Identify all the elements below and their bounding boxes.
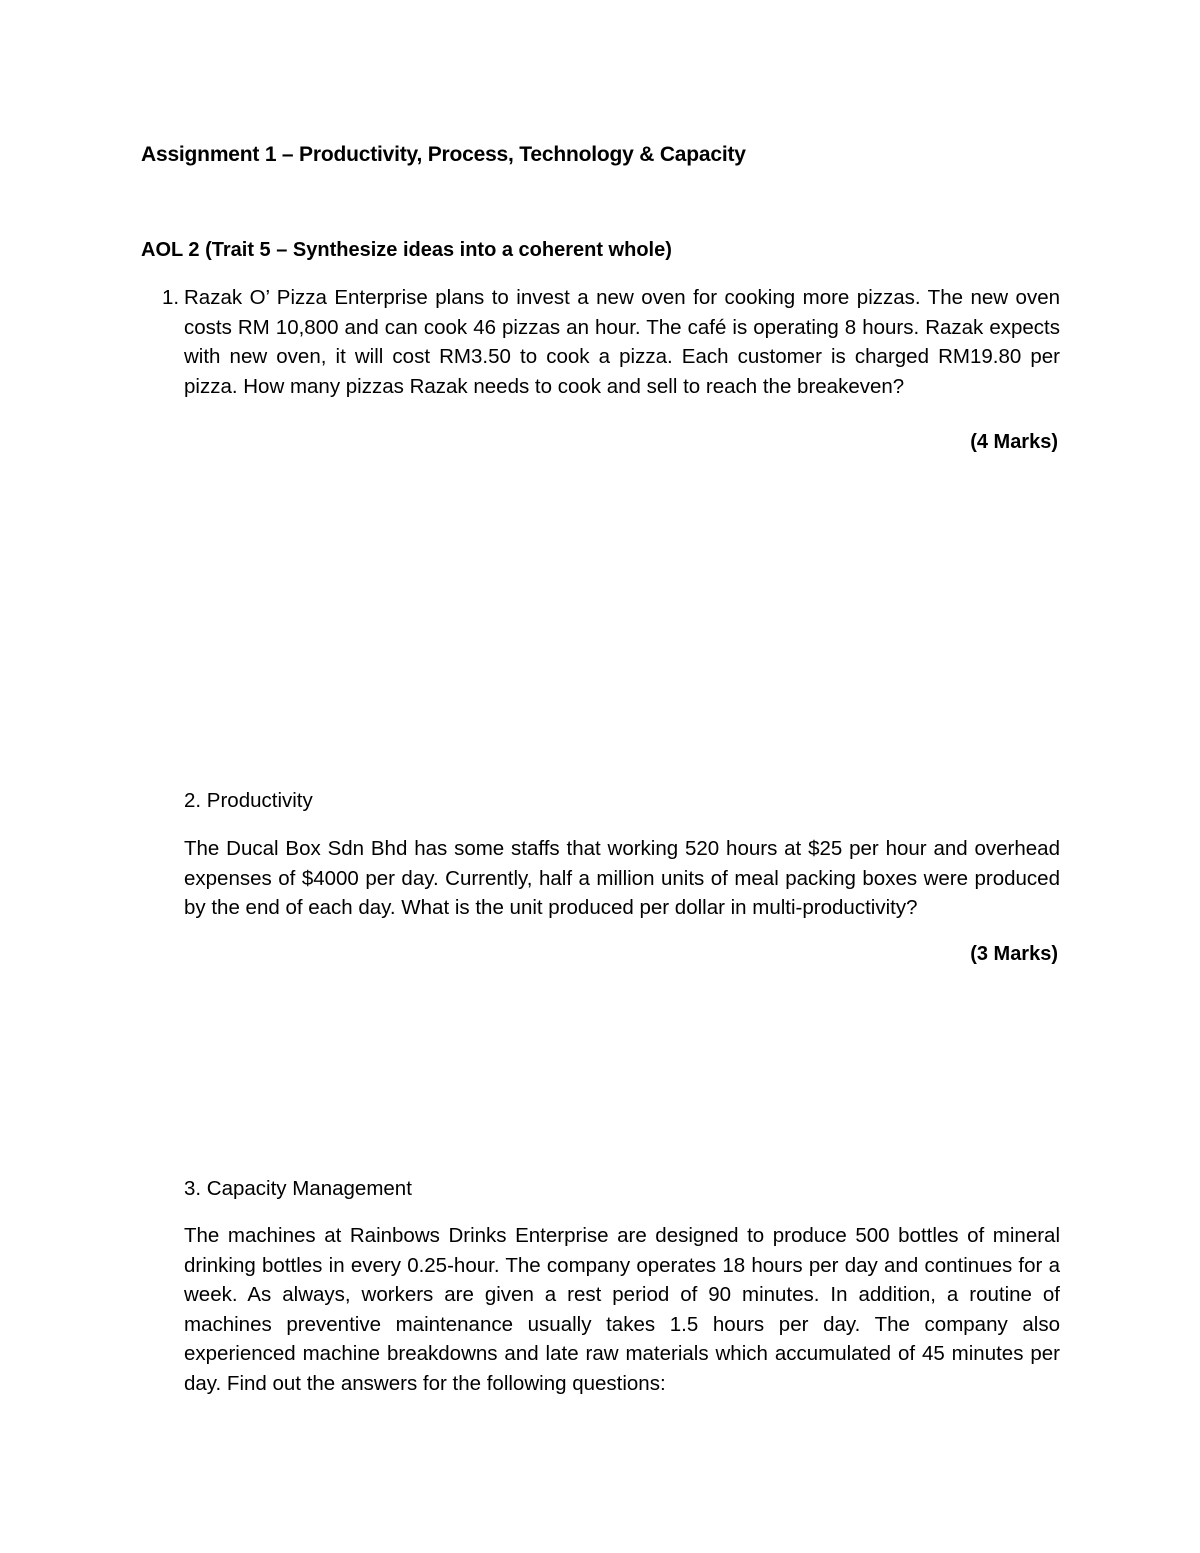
question-2-marks: (3 Marks) xyxy=(970,943,1058,965)
assignment-title: Assignment 1 – Productivity, Process, Technology & Capacity xyxy=(141,143,746,166)
question-2-text: The Ducal Box Sdn Bhd has some staffs that working 520 hours at $25 per hour and overhead expenses of $4000 per day. Currently, half a million units of meal packing boxes were produced by the end of each day. What is the unit produced per dollar in multi-productivity? xyxy=(184,837,1060,919)
question-3-heading: 3. Capacity Management xyxy=(184,1177,412,1200)
question-1-marks: (4 Marks) xyxy=(970,431,1058,453)
question-1-number: 1. xyxy=(162,286,180,309)
question-2-heading: 2. Productivity xyxy=(184,789,313,812)
question-3-text: The machines at Rainbows Drinks Enterprise are designed to produce 500 bottles of mineral drinking bottles in every 0.25-hour. The company operates 18 hours per day and continues for a week. As always, workers are given a rest period of 90 minutes. In addition, a routine of machines preventive maintenance usually takes 1.5 hours per day. The company also experienced machine breakdowns and late raw materials which accumulated of 45 minutes per day. Find out the answers for the following questions: xyxy=(184,1224,1060,1395)
aol-subtitle: AOL 2 (Trait 5 – Synthesize ideas into a coherent whole) xyxy=(141,239,672,261)
question-1-text: Razak O’ Pizza Enterprise plans to invest a new oven for cooking more pizzas. The new oven costs RM 10,800 and can cook 46 pizzas an hour. The café is operating 8 hours. Razak expects with new oven, it will cost RM3.50 to cook a pizza. Each customer is charged RM19.80 per pizza. How many pizzas Razak needs to cook and sell to reach the breakeven? xyxy=(184,286,1060,398)
question-1 xyxy=(162,283,1060,401)
